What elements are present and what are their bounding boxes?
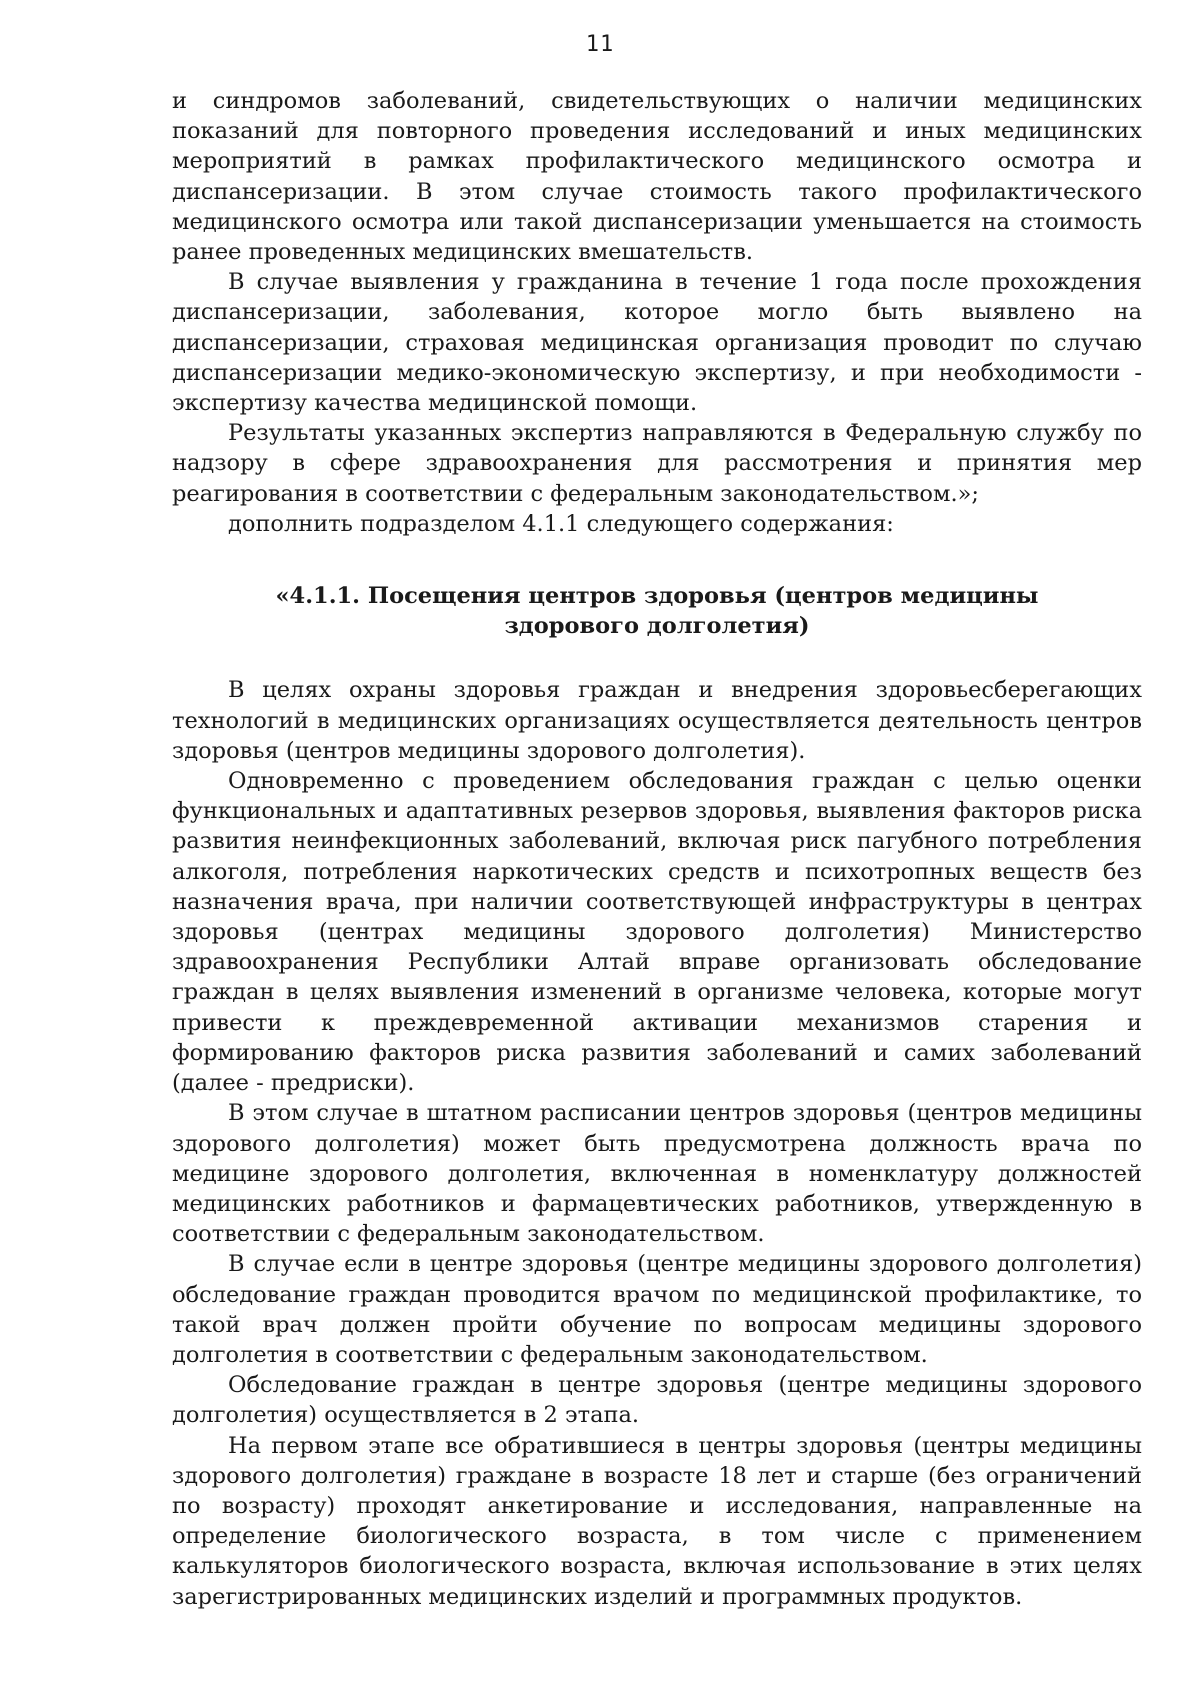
paragraph: Одновременно с проведением обследования граждан с целью оценки функциональных и адаптативных резервов здоровья, выявления факторов риска развития неинфекционных заболеваний, включая риск пагубного потребления алкоголя, потребления наркотических средств и психотропных веществ без назначения врача, при наличии соответствующей инфраструктуры в центрах здоровья (центрах медицины здорового долголетия) Министерство здравоохранения Республики Алтай вправе организовать обследование граждан в целях выявления изменений в организме человека, которые могут привести к преждевременной активации механизмов старения и формированию факторов риска развития заболеваний и самих заболеваний (далее - предриски). — [172, 768, 1142, 1097]
document-body — [172, 86, 1142, 1612]
paragraph: На первом этапе все обратившиеся в центры здоровья (центры медицины здорового долголетия) граждане в возрасте 18 лет и старше (без ограничений по возрасту) проходят анкетирование и исследования, направленные на определение биологического возраста, в том числе с применением калькуляторов биологического возраста, включая использование в этих целях зарегистрированных медицинских изделий и программных продуктов. — [172, 1432, 1142, 1610]
paragraph: Результаты указанных экспертиз направляются в Федеральную службу по надзору в сфере здравоохранения для рассмотрения и принятия мер реагирования в соответствии с федеральным законодательством.»; — [172, 420, 1142, 507]
paragraph: и синдромов заболеваний, свидетельствующих о наличии медицинских показаний для повторного проведения исследований и иных медицинских мероприятий в рамках профилактического медицинского осмотра и диспансеризации. В этом случае стоимость такого профилактического медицинского осмотра или такой диспансеризации уменьшается на стоимость ранее проведенных медицинских вмешательств. — [172, 88, 1142, 266]
paragraph: дополнить подразделом 4.1.1 следующего содержания: — [228, 510, 894, 537]
page-number: 11 — [585, 32, 615, 57]
paragraph: В случае выявления у гражданина в течение 1 года после прохождения диспансеризации, заболевания, которое могло быть выявлено на диспансеризации, страховая медицинская организация проводит по случаю диспансеризации медико-экономическую экспертизу, и при необходимости - экспертизу качества медицинской помощи. — [172, 269, 1142, 417]
paragraph: В этом случае в штатном расписании центров здоровья (центров медицины здорового долголетия) может быть предусмотрена должность врача по медицине здорового долголетия, включенная в номенклатуру должностей медицинских работников и фармацевтических работников, утвержденную в соответствии с федеральным законодательством. — [172, 1100, 1142, 1248]
paragraph: В случае если в центре здоровья (центре медицины здорового долголетия) обследование граждан проводится врачом по медицинской профилактике, то такой врач должен пройти обучение по вопросам медицины здорового долголетия в соответствии с федеральным законодательством. — [172, 1251, 1142, 1368]
paragraph: Обследование граждан в центре здоровья (центре медицины здорового долголетия) осуществляется в 2 этапа. — [172, 1372, 1142, 1429]
paragraph: В целях охраны здоровья граждан и внедрения здоровьесберегающих технологий в медицинских организациях осуществляется деятельность центров здоровья (центров медицины здорового долголетия). — [172, 677, 1142, 764]
section-heading: «4.1.1. Посещения центров здоровья (центров медицины здорового долголетия) — [275, 583, 1039, 640]
